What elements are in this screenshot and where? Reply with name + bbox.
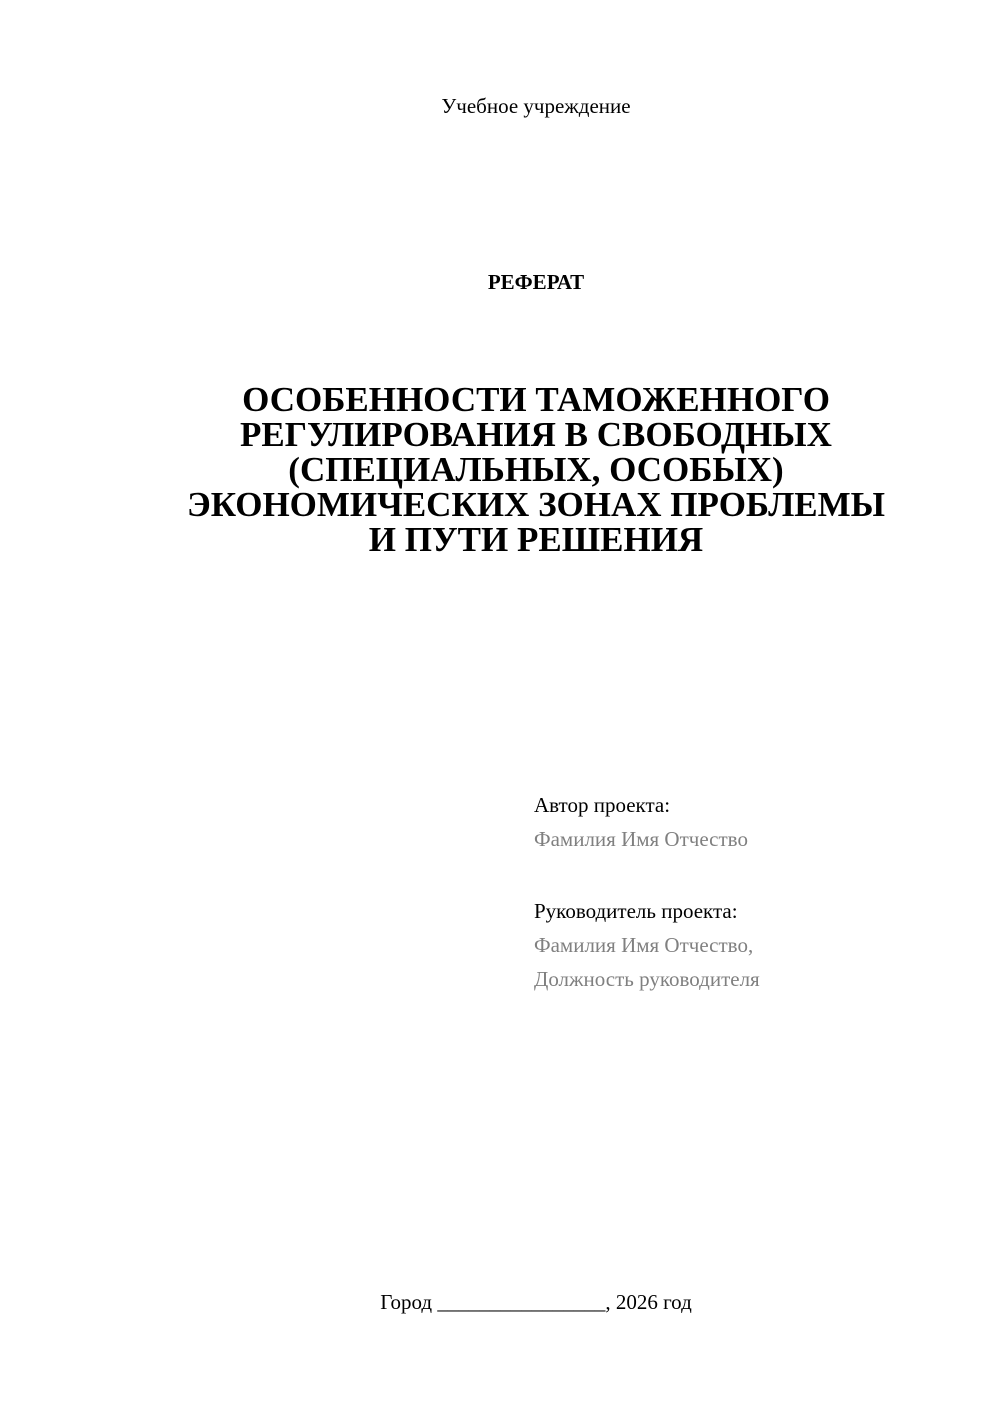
document-type-label: РЕФЕРАТ bbox=[487, 270, 585, 294]
author-name-placeholder: Фамилия Имя Отчество bbox=[534, 827, 748, 851]
title-line: ОСОБЕННОСТИ ТАМОЖЕННОГО bbox=[242, 380, 830, 419]
supervisor-name-placeholder: Фамилия Имя Отчество, bbox=[534, 933, 754, 957]
city-year-line: Город ________________, 2026 год bbox=[380, 1290, 692, 1314]
title-line: И ПУТИ РЕШЕНИЯ bbox=[368, 520, 704, 559]
author-label: Автор проекта: bbox=[534, 793, 671, 817]
institution-name: Учебное учреждение bbox=[441, 94, 631, 118]
title-line: (СПЕЦИАЛЬНЫХ, ОСОБЫХ) bbox=[288, 450, 784, 489]
title-line: РЕГУЛИРОВАНИЯ В СВОБОДНЫХ bbox=[240, 415, 832, 454]
supervisor-label: Руководитель проекта: bbox=[534, 899, 738, 923]
supervisor-block bbox=[534, 894, 974, 996]
supervisor-position-placeholder: Должность руководителя bbox=[534, 967, 760, 991]
author-block bbox=[534, 788, 974, 856]
document-title bbox=[100, 382, 972, 557]
title-line: ЭКОНОМИЧЕСКИХ ЗОНАХ ПРОБЛЕМЫ bbox=[186, 485, 886, 524]
